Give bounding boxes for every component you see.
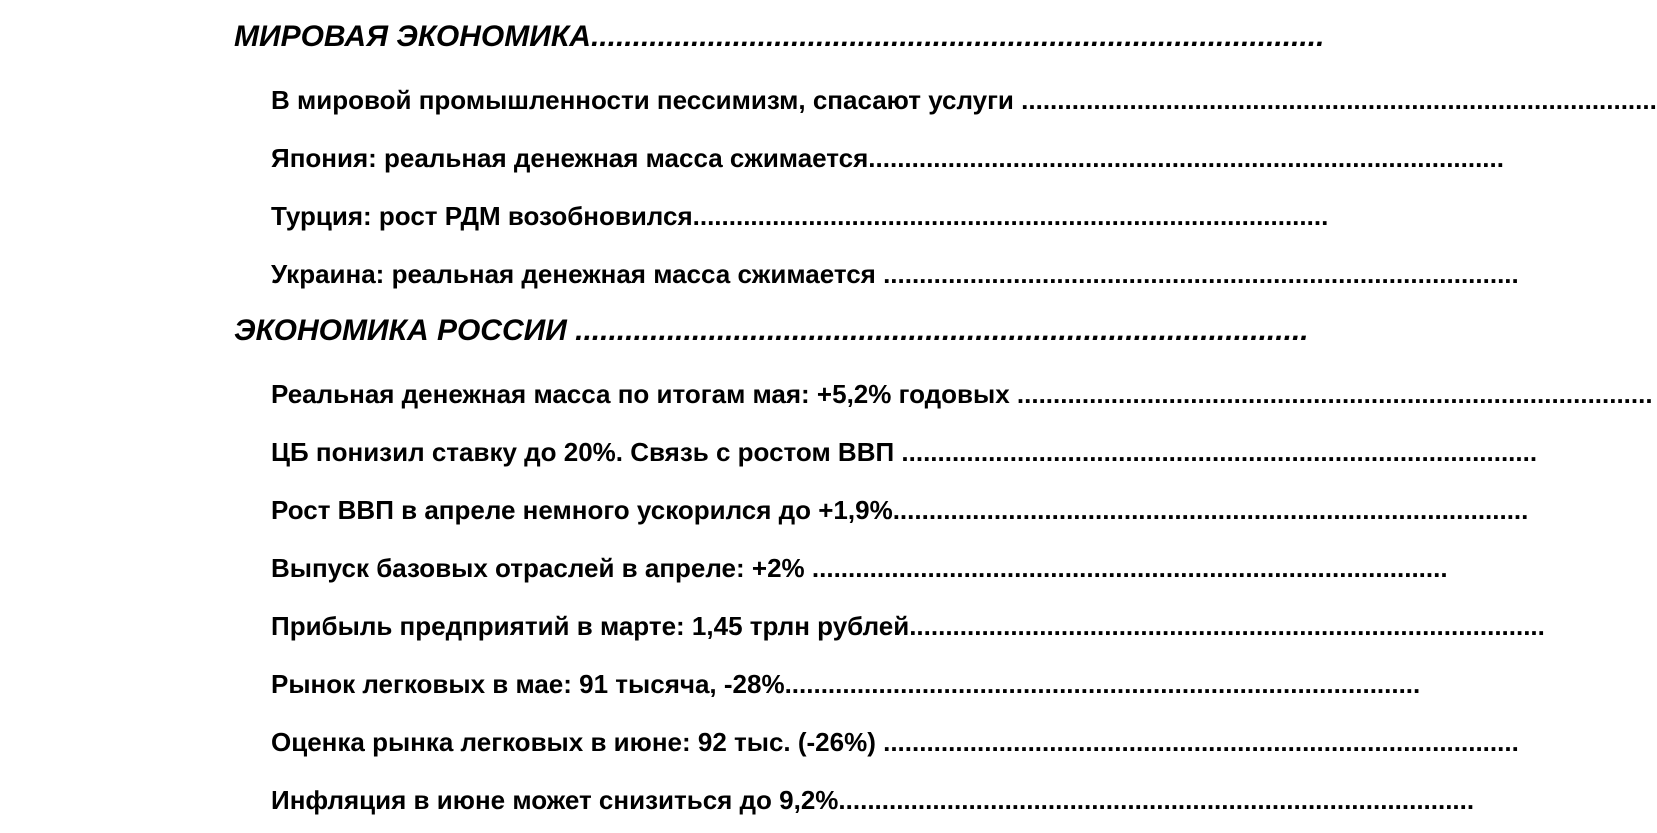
toc-entry-title: Инфляция в июне может снизиться до 9,2% xyxy=(271,785,839,815)
toc-entry[interactable] xyxy=(0,727,1519,757)
dot-leader: ........................................................................................ xyxy=(1013,85,1657,115)
dot-leader: ........................................................................................ xyxy=(804,553,1448,583)
dot-leader: ........................................................................................ xyxy=(692,201,1329,231)
dot-leader: ........................................................................................ xyxy=(590,20,1325,53)
toc-entry[interactable] xyxy=(0,553,1448,583)
toc-entry[interactable] xyxy=(0,611,1545,641)
dot-leader: ........................................................................................ xyxy=(875,259,1519,289)
toc-entry[interactable] xyxy=(0,259,1519,289)
toc-entry[interactable] xyxy=(0,201,1329,231)
toc-section-world-economy[interactable] xyxy=(0,20,1325,53)
dot-leader: ........................................................................................ xyxy=(838,785,1475,815)
dot-leader: ........................................................................................ xyxy=(894,437,1538,467)
toc-entry-title: Рынок легковых в мае: 91 тысяча, -28% xyxy=(271,669,785,699)
toc-entry-title: Выпуск базовых отраслей в апреле: +2% xyxy=(271,553,805,583)
toc-entry-title: Оценка рынка легковых в июне: 92 тыс. (-26%) xyxy=(271,727,876,757)
toc-entry[interactable] xyxy=(0,785,1475,815)
dot-leader: ........................................................................................ xyxy=(892,495,1529,525)
dot-leader: ........................................................................................ xyxy=(784,669,1421,699)
toc-entry[interactable] xyxy=(0,437,1538,467)
toc-entry-title: Украина: реальная денежная масса сжимается xyxy=(271,259,876,289)
dot-leader: ........................................................................................ xyxy=(566,314,1309,347)
dot-leader: ........................................................................................ xyxy=(868,143,1504,173)
toc-entry[interactable] xyxy=(0,85,1657,115)
toc-entry-title: Турция: рост РДМ возобновился xyxy=(271,201,693,231)
toc-section-title: МИРОВАЯ ЭКОНОМИКА xyxy=(234,20,591,53)
dot-leader: ........................................................................................ xyxy=(875,727,1519,757)
toc-entry-title: Япония: реальная денежная масса сжимается xyxy=(271,143,869,173)
toc-entry-title: ЦБ понизил ставку до 20%. Связь с ростом ВВП xyxy=(271,437,895,467)
toc-entry[interactable] xyxy=(0,143,1504,173)
toc-section-russia-economy[interactable] xyxy=(0,314,1309,347)
dot-leader: ........................................................................................ xyxy=(909,611,1545,641)
dot-leader: ........................................................................................ xyxy=(1009,379,1653,409)
toc-entry-title: В мировой промышленности пессимизм, спасают услуги xyxy=(271,85,1014,115)
toc-entry-title: Прибыль предприятий в марте: 1,45 трлн рублей xyxy=(271,611,910,641)
toc-entry[interactable] xyxy=(0,379,1653,409)
toc-section-title: ЭКОНОМИКА РОССИИ xyxy=(234,314,567,347)
toc-entry-title: Рост ВВП в апреле немного ускорился до +1,9% xyxy=(271,495,893,525)
toc-entry-title: Реальная денежная масса по итогам мая: +5,2% годовых xyxy=(271,379,1010,409)
toc-entry[interactable] xyxy=(0,669,1421,699)
toc-entry[interactable] xyxy=(0,495,1529,525)
